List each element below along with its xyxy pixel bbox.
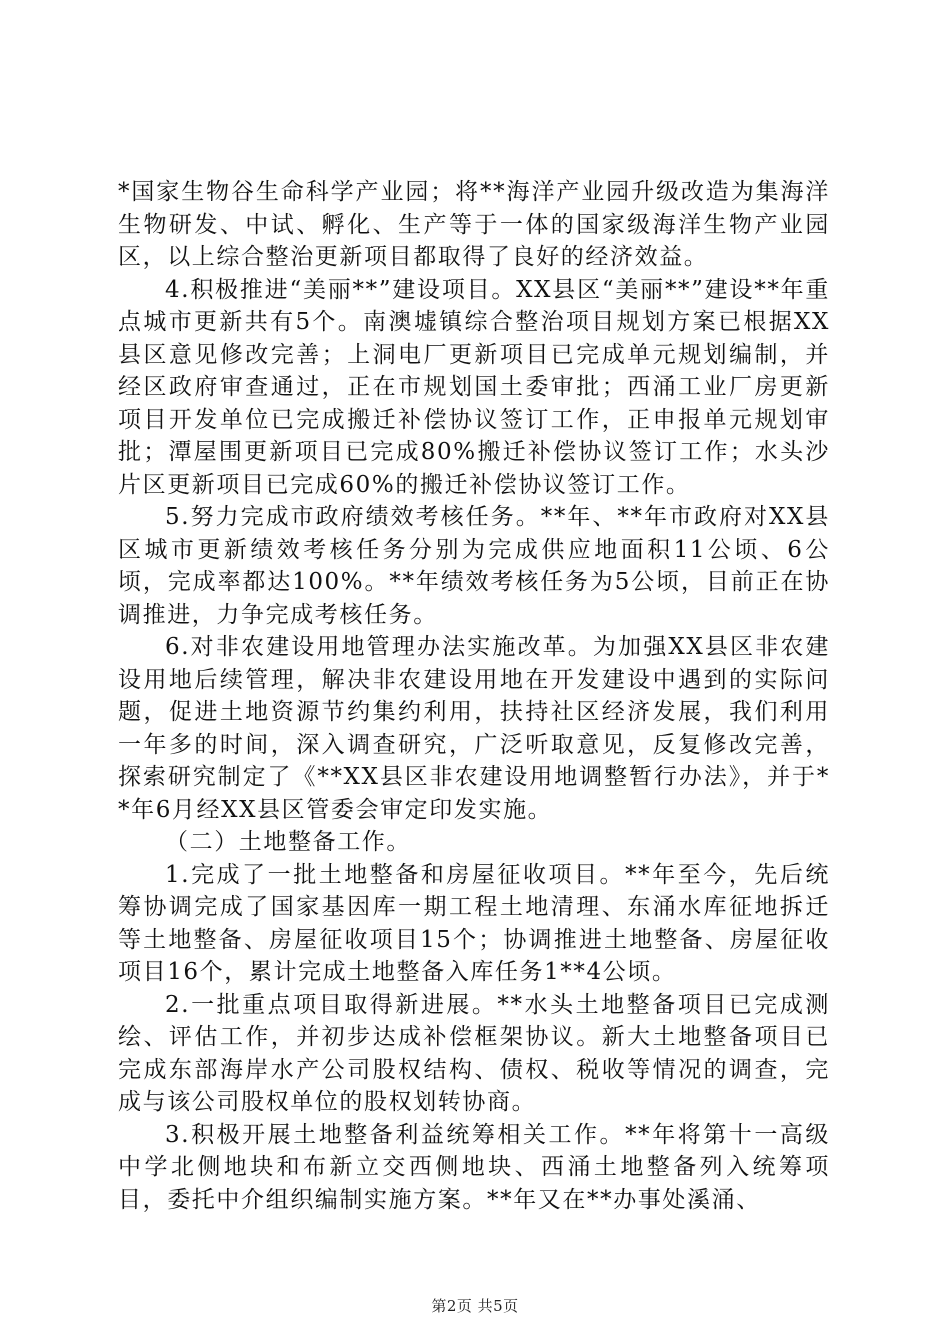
paragraph-continuation: *国家生物谷生命科学产业园；将**海洋产业园升级改造为集海洋生物研发、中试、孵化、生产等于一体的国家级海洋生物产业园区，以上综合整治更新项目都取得了良好的经济效益。 bbox=[118, 179, 830, 270]
page-number-footer: 第2页 共5页 bbox=[431, 1297, 519, 1315]
paragraph-land-item-3: 3.积极开展土地整备利益统筹相关工作。**年将第十一高级中学北侧地块和布新立交西侧地块、西涌土地整备列入统筹项目，委托中介组织编制实施方案。**年又在**办事处溪涌、 bbox=[118, 1121, 830, 1213]
paragraph-item-5: 5.努力完成市政府绩效考核任务。**年、**年市政府对XX县区城市更新绩效考核任务分别为完成供应地面积11公顷、6公顷，完成率都达100%。**年绩效考核任务为5公顷，目前正在协调推进，力争完成考核任务。 bbox=[118, 504, 830, 628]
paragraph-land-item-1: 1.完成了一批土地整备和房屋征收项目。**年至今，先后统筹协调完成了国家基因库一期工程土地清理、东涌水库征地拆迁等土地整备、房屋征收项目15个；协调推进土地整备、房屋征收项目16个，累计完成土地整备入库任务1**4公顷。 bbox=[118, 861, 830, 985]
document-body bbox=[118, 176, 830, 1216]
paragraph-item-6: 6.对非农建设用地管理办法实施改革。为加强XX县区非农建设用地后续管理，解决非农建设用地在开发建设中遇到的实际问题，促进土地资源节约集约利用，扶持社区经济发展，我们利用一年多的时间，深入调查研究，广泛听取意见，反复修改完善，探索研究制定了《**XX县区非农建设用地调整暂行办法》，并于**年6月经XX县区管委会审定印发实施。 bbox=[118, 634, 830, 823]
paragraph-land-item-2: 2.一批重点项目取得新进展。**水头土地整备项目已完成测绘、评估工作，并初步达成补偿框架协议。新大土地整备项目已完成东部海岸水产公司股权结构、债权、税收等情况的调查，完成与该公司股权单位的股权划转协商。 bbox=[118, 991, 830, 1115]
paragraph-item-4: 4.积极推进“美丽**”建设项目。XX县区“美丽**”建设**年重点城市更新共有5个。南澳墟镇综合整治项目规划方案已根据XX县区意见修改完善；上洞电厂更新项目已完成单元规划编制，并经区政府审查通过，正在市规划国土委审批；西涌工业厂房更新项目开发单位已完成搬迁补偿协议签订工作，正申报单元规划审批；潭屋围更新项目已完成80%搬迁补偿协议签订工作；水头沙片区更新项目已完成60%的搬迁补偿协议签订工作。 bbox=[118, 276, 830, 498]
section-heading-land-preparation: （二）土地整备工作。 bbox=[165, 829, 411, 855]
